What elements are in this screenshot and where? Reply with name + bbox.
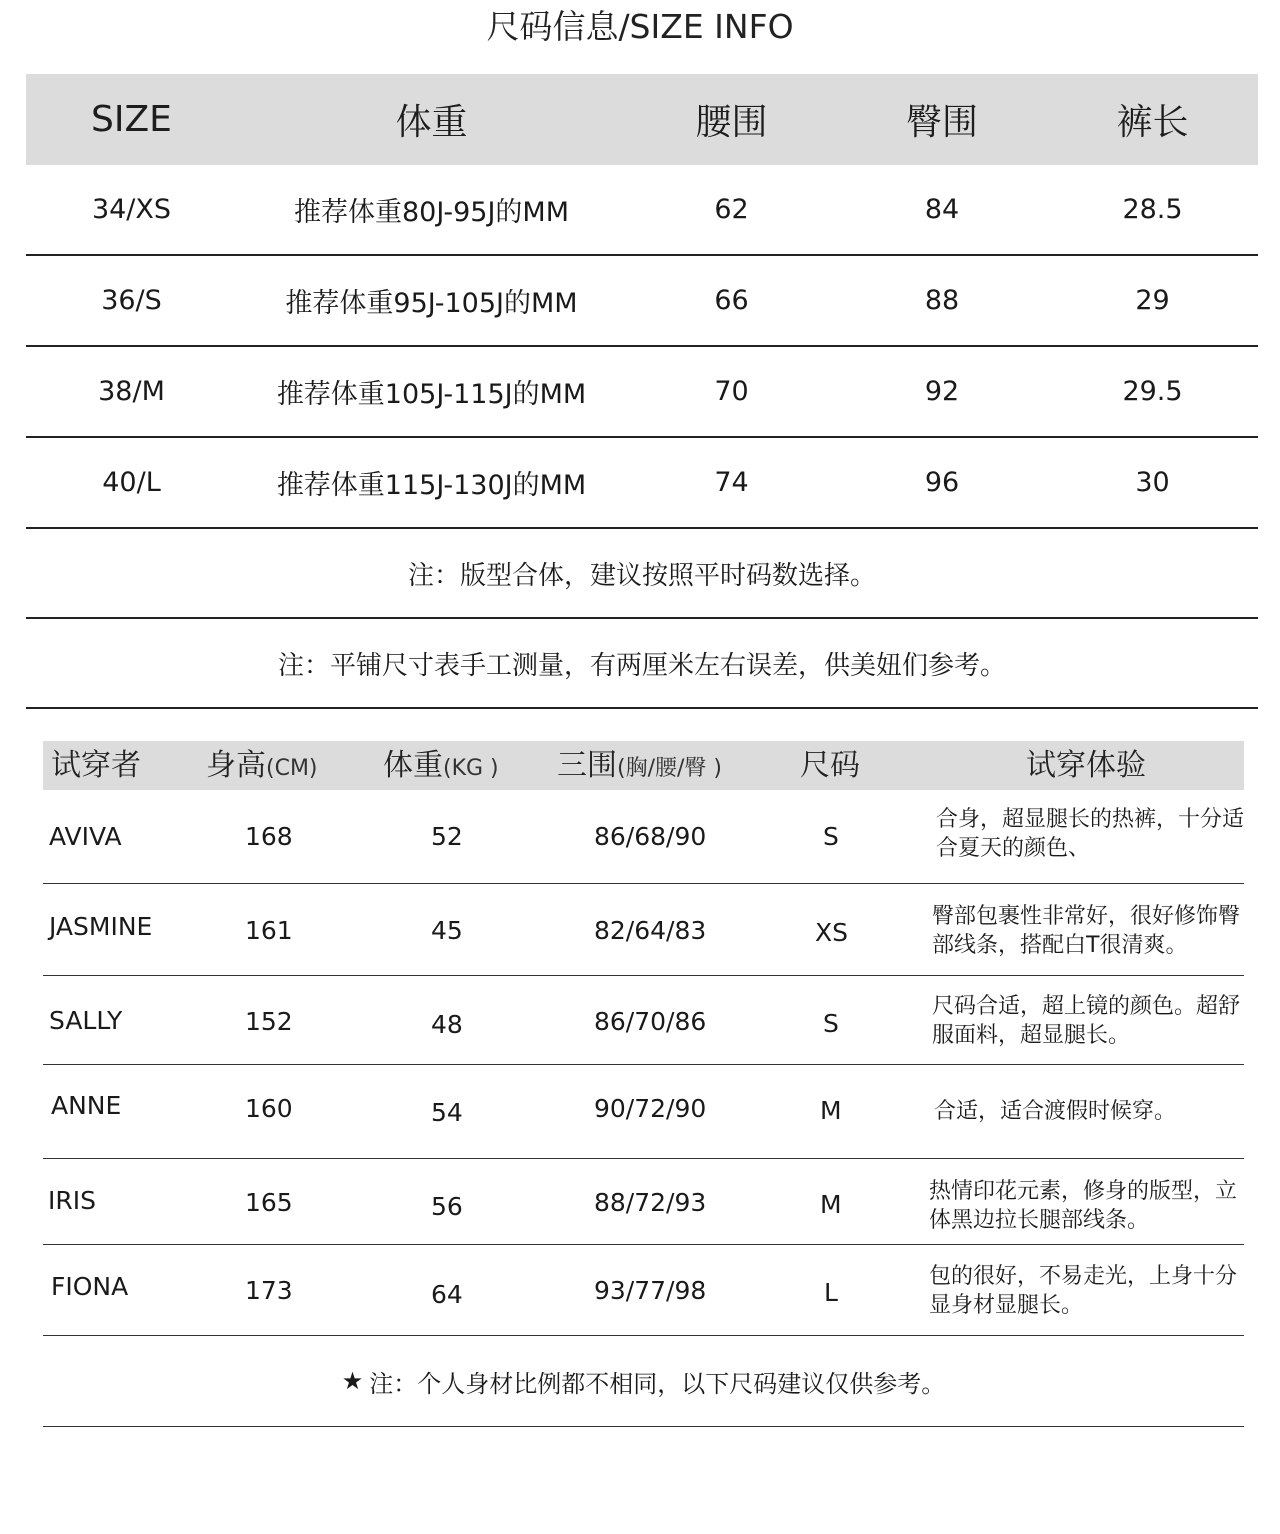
- header-measurements: [557, 741, 722, 793]
- size-cell: 38/M: [98, 376, 165, 407]
- tester-name: SALLY: [49, 1006, 123, 1035]
- header-size-worn: 尺码: [800, 748, 860, 783]
- header-height-label: 身高: [206, 748, 266, 783]
- header-weight-kg-label: 体重: [383, 748, 443, 783]
- hip-cell: 84: [924, 194, 960, 225]
- tester-height: 173: [245, 1276, 293, 1305]
- size-cell: 40/L: [102, 467, 161, 498]
- tryon-table-header: [43, 741, 1244, 790]
- size-cell: 36/S: [101, 285, 162, 316]
- header-tester: [51, 741, 141, 790]
- header-height: [206, 741, 318, 793]
- size-row: [26, 347, 1258, 438]
- length-cell: 30: [1135, 467, 1170, 498]
- tester-size: XS: [815, 918, 848, 947]
- weight-cell: 推荐体重80J-95J的MM: [293, 197, 569, 228]
- tester-height: 161: [245, 916, 293, 945]
- disclaimer-text: 注：个人身材比例都不相同，以下尺码建议仅供参考。: [369, 1369, 946, 1398]
- tester-height: 160: [245, 1094, 293, 1123]
- header-weight: 体重: [395, 102, 468, 143]
- waist-cell: 66: [714, 285, 749, 316]
- tester-size: M: [820, 1096, 842, 1125]
- table-row: [43, 790, 1244, 884]
- table-row: [43, 976, 1244, 1065]
- header-weight-kg-unit: (KG ): [443, 756, 499, 781]
- tester-measurements: 93/77/98: [594, 1276, 707, 1305]
- tester-experience: 臀部包裹性非常好，很好修饰臀部线条，搭配白T很清爽。: [932, 904, 1241, 958]
- tester-experience: 合身，超显腿长的热裤，十分适合夏天的颜色、: [936, 807, 1245, 861]
- tester-name: IRIS: [48, 1186, 96, 1215]
- tester-experience: 尺码合适，超上镜的颜色。超舒服面料，超显腿长。: [932, 994, 1241, 1048]
- waist-cell: 74: [714, 467, 749, 498]
- size-table-header: [26, 74, 1258, 165]
- hip-cell: 96: [924, 467, 960, 498]
- tester-name: FIONA: [51, 1272, 129, 1301]
- header-experience: 试穿体验: [1026, 748, 1146, 783]
- table-row: [43, 1065, 1244, 1159]
- header-tester-label: 试穿者: [51, 748, 141, 783]
- tester-size: S: [823, 822, 839, 851]
- tryon-table: [43, 741, 1244, 1427]
- size-row: [26, 165, 1258, 256]
- header-length: 裤长: [1116, 102, 1189, 143]
- measurement-note: 注：平铺尺寸表手工测量，有两厘米左右误差，供美妞们参考。: [26, 619, 1258, 709]
- tester-experience: 热情印花元素，修身的版型，立体黑边拉长腿部线条。: [929, 1179, 1238, 1233]
- length-cell: 29: [1135, 285, 1170, 316]
- table-row: [43, 1245, 1244, 1336]
- tester-weight: 64: [431, 1280, 463, 1309]
- tester-weight: 45: [431, 916, 463, 945]
- tester-weight: 54: [431, 1098, 463, 1127]
- table-row: [43, 884, 1244, 976]
- tester-name: AVIVA: [49, 822, 122, 851]
- table-row: [43, 1159, 1244, 1245]
- header-size: SIZE: [91, 99, 172, 140]
- tester-size: M: [820, 1190, 842, 1219]
- header-waist: 腰围: [695, 102, 768, 143]
- tester-name: ANNE: [51, 1091, 122, 1120]
- header-height-unit: (CM): [266, 756, 318, 781]
- tester-height: 165: [245, 1188, 293, 1217]
- weight-cell: 推荐体重95J-105J的MM: [285, 288, 578, 319]
- tester-height: 152: [245, 1007, 293, 1036]
- tester-experience: 包的很好，不易走光，上身十分显身材显腿长。: [929, 1264, 1238, 1318]
- fit-note: 注：版型合体，建议按照平时码数选择。: [26, 529, 1258, 619]
- tester-name: JASMINE: [49, 912, 153, 941]
- tester-measurements: 86/70/86: [594, 1007, 707, 1036]
- tester-measurements: 88/72/93: [594, 1188, 707, 1217]
- hip-cell: 92: [924, 376, 960, 407]
- tester-measurements: 82/64/83: [594, 916, 707, 945]
- waist-cell: 70: [714, 376, 749, 407]
- tester-weight: 56: [431, 1192, 463, 1221]
- weight-cell: 推荐体重115J-130J的MM: [276, 470, 587, 501]
- hip-cell: 88: [924, 285, 960, 316]
- size-cell: 34/XS: [91, 194, 172, 225]
- header-hip: 臀围: [905, 102, 978, 143]
- size-row: [26, 438, 1258, 529]
- header-measurements-label: 三围: [557, 748, 617, 783]
- tester-weight: 52: [431, 822, 463, 851]
- header-measurements-unit: (胸/腰/臀 ): [617, 756, 722, 781]
- tester-measurements: 90/72/90: [594, 1094, 707, 1123]
- tester-measurements: 86/68/90: [594, 822, 707, 851]
- disclaimer-note: [43, 1336, 1244, 1427]
- tester-size: S: [823, 1009, 839, 1038]
- weight-cell: 推荐体重105J-115J的MM: [276, 379, 587, 410]
- tester-height: 168: [245, 822, 293, 851]
- tester-size: L: [824, 1278, 838, 1307]
- page-title: 尺码信息/SIZE INFO: [486, 7, 794, 46]
- tester-weight: 48: [431, 1010, 463, 1039]
- tester-experience: 合适，适合渡假时候穿。: [934, 1099, 1177, 1124]
- size-table: [26, 74, 1258, 709]
- header-weight-kg: [383, 741, 499, 793]
- star-icon: ★: [341, 1367, 364, 1395]
- waist-cell: 62: [714, 194, 749, 225]
- size-row: [26, 256, 1258, 347]
- length-cell: 28.5: [1122, 194, 1183, 225]
- length-cell: 29.5: [1122, 376, 1183, 407]
